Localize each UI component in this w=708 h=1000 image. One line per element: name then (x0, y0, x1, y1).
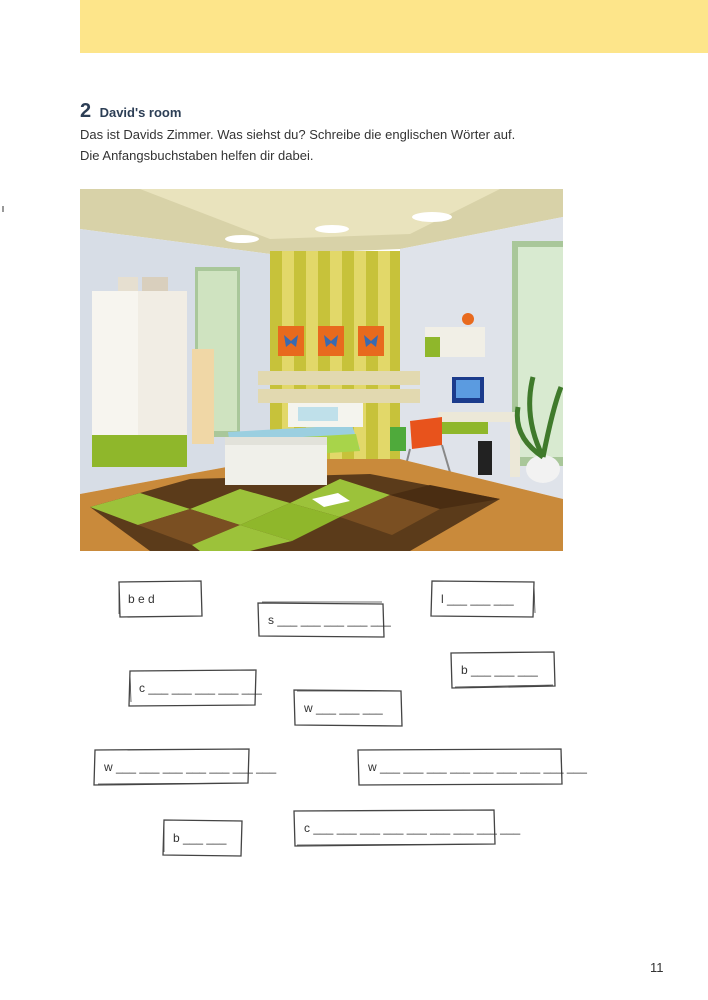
page-number: 11 (650, 960, 664, 975)
exercise-number: 2 (80, 100, 92, 122)
margin-mark (2, 206, 4, 212)
word-box-c-short[interactable] (127, 668, 262, 708)
exercise-instructions (80, 124, 640, 166)
word-box-c-short-text: c ___ ___ ___ ___ ___ (139, 681, 262, 695)
word-box-b-top[interactable] (449, 650, 557, 690)
word-box-s[interactable] (256, 600, 391, 640)
exercise-title: David's room (99, 105, 182, 120)
word-box-w-short-text: w ___ ___ ___ (304, 701, 383, 715)
word-box-w-wardrobe[interactable] (92, 747, 277, 787)
word-box-l-text: l ___ ___ ___ (441, 592, 514, 606)
word-box-bed[interactable] (116, 579, 204, 619)
word-box-s-text: s ___ ___ ___ ___ ___ (268, 613, 391, 627)
exercise-heading (80, 100, 181, 123)
word-box-b-bottom-text: b ___ ___ (173, 831, 227, 845)
word-box-c-long[interactable] (292, 808, 521, 848)
word-box-w-wardrobe-text: w ___ ___ ___ ___ ___ ___ ___ (104, 760, 277, 774)
top-color-band (80, 0, 708, 53)
word-box-l[interactable] (429, 579, 537, 619)
word-box-b-bottom[interactable] (161, 818, 245, 858)
bedroom-photo (80, 189, 563, 551)
word-box-bed-text: b e d (128, 592, 155, 606)
instruction-line-1: Das ist Davids Zimmer. Was siehst du? Schreibe die englischen Wörter auf. (80, 127, 516, 142)
word-box-w-short[interactable] (292, 688, 404, 728)
word-box-w-long[interactable] (356, 747, 587, 787)
word-box-b-top-text: b ___ ___ ___ (461, 663, 538, 677)
word-box-w-long-text: w ___ ___ ___ ___ ___ ___ ___ ___ ___ (368, 760, 587, 774)
word-box-c-long-text: c ___ ___ ___ ___ ___ ___ ___ ___ ___ (304, 821, 521, 835)
instruction-line-2: Die Anfangsbuchstaben helfen dir dabei. (80, 148, 314, 163)
